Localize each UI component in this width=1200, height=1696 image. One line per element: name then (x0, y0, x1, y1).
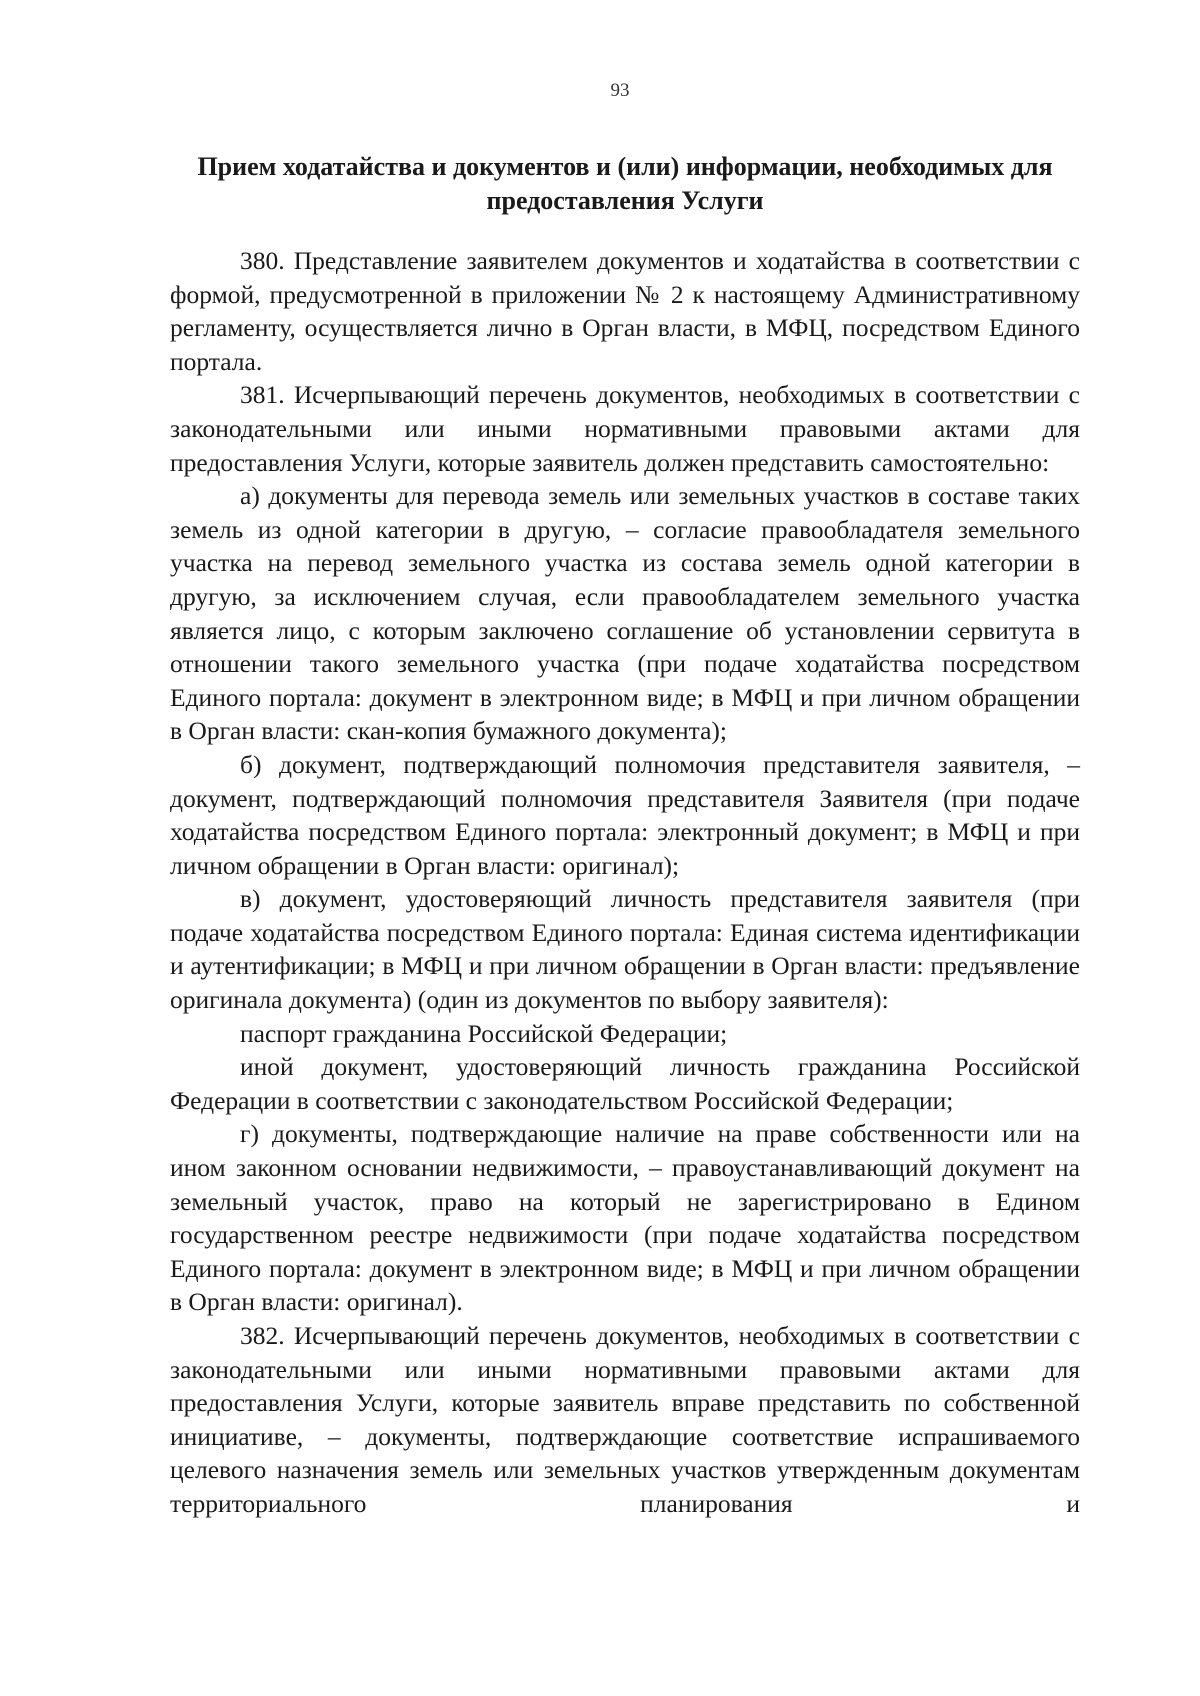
paragraph-381-v-passport: паспорт гражданина Российской Федерации; (240, 1018, 728, 1048)
paragraph-381-v-other-id: иной документ, удостоверяющий личность гражданина Российской Федерации в соответствии с законодательством Российской Федерации; (170, 1052, 1080, 1115)
paragraph-381-b: б) документ, подтверждающий полномочия представителя заявителя, – документ, подтверждающий полномочия представителя Заявителя (при подаче ходатайства посредством Единого портала: электронный документ; в МФЦ и при личном обращении в Орган власти: оригинал); (170, 749, 1080, 880)
paragraph-380: 380. Представление заявителем документов и ходатайства в соответствии с формой, предусмотренной в приложении № 2 к настоящему Административному регламенту, осуществляется лично в Орган власти, в МФЦ, посредством Единого портала. (170, 246, 1080, 376)
paragraph-381: 381. Исчерпывающий перечень документов, необходимых в соответствии с законодательными или иными нормативными правовыми актами для предоставления Услуги, которые заявитель должен представить самостоятельно: (170, 380, 1080, 477)
page-number: 93 (610, 80, 630, 101)
paragraph-381-v: в) документ, удостоверяющий личность представителя заявителя (при подаче ходатайства посредством Единого портала: Единая система идентификации и аутентификации; в МФЦ и при личном обращении в Орган власти: предъявление оригинала документа) (один из документов по выбору заявителя): (170, 884, 1080, 1015)
document-body (170, 244, 1080, 1521)
paragraph-381-g: г) документы, подтверждающие наличие на праве собственности или на ином законном основании недвижимости, – правоустанавливающий документ на земельный участок, право на который не зарегистрировано в Едином государственном реестре недвижимости (при подаче ходатайства посредством Единого портала: документ в электронном виде; в МФЦ и при личном обращении в Орган власти: оригинал). (170, 1119, 1080, 1317)
paragraph-382: 382. Исчерпывающий перечень документов, необходимых в соответствии с законодательными или иными нормативными правовыми актами для предоставления Услуги, которые заявитель вправе представить по собственной инициативе, – документы, подтверждающие соответствие испрашиваемого целевого назначения земель или земельных участков утвержденным документам территориального планирования и (170, 1321, 1080, 1518)
paragraph-381-a: а) документы для перевода земель или земельных участков в составе таких земель из одной категории в другую, – согласие правообладателя земельного участка на перевод земельного участка из состава земель одной категории в другую, за исключением случая, если правообладателем земельного участка является лицо, с которым заключено соглашение об установлении сервитута в отношении такого земельного участка (при подаче ходатайства посредством Единого портала: документ в электронном виде; в МФЦ и при личном обращении в Орган власти: скан-копия бумажного документа); (170, 481, 1080, 746)
section-title: Прием ходатайства и документов и (или) информации, необходимых для предоставления Услуги (197, 152, 1053, 215)
